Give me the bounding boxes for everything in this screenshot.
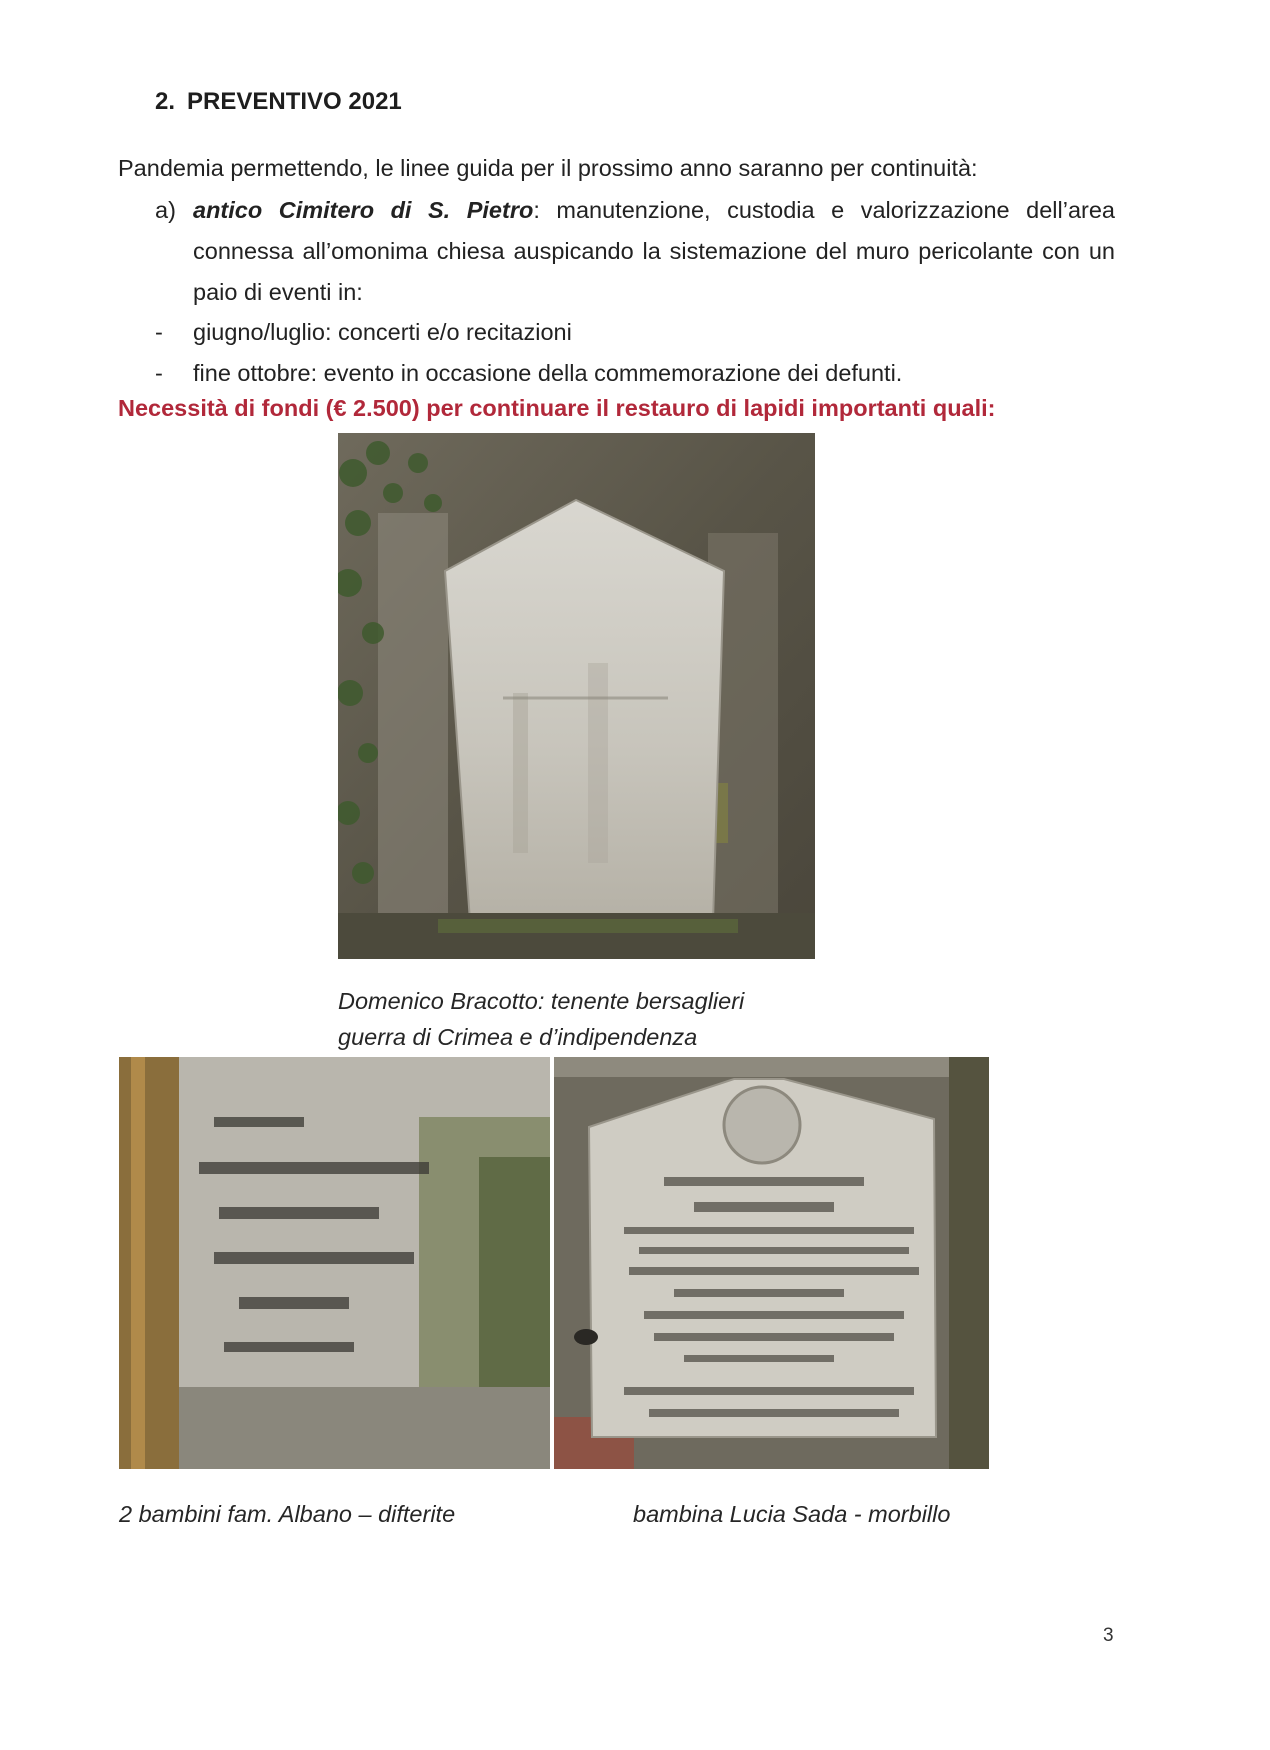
dash-marker: - [155,360,163,386]
section-title: PREVENTIVO 2021 [187,88,402,115]
caption-albano: 2 bambini fam. Albano – difterite [119,1501,456,1527]
event-item [155,312,1115,353]
intro-paragraph: Pandemia permettendo, le linee guida per il prossimo anno saranno per continuità: [118,155,978,181]
section-heading [155,88,402,116]
list-item-a [155,190,1115,313]
funds-note: Necessità di fondi (€ 2.500) per continuare il restauro di lapidi importanti quali: [118,395,996,421]
caption-bracotto-line1: Domenico Bracotto: tenente bersaglieri [338,988,745,1014]
photo-bracotto-gravestone [338,433,815,959]
list-marker-a: a) [155,197,176,223]
photo-albano-stone [119,1057,550,1469]
lucia-sada-stone-illustration [554,1057,989,1469]
event-text: fine ottobre: evento in occasione della commemorazione dei defunti. [193,360,903,386]
dash-marker: - [155,319,163,345]
photo-lucia-sada-stone [554,1057,989,1469]
section-number: 2. [155,88,176,115]
event-text: giugno/luglio: concerti e/o recitazioni [193,319,572,345]
gravestone-illustration [338,433,815,959]
caption-bracotto-line2: guerra di Crimea e d’indipendenza [338,1024,698,1050]
page-number: 3 [1103,1625,1114,1646]
list-item-a-body [193,190,1115,313]
cemetery-name: antico Cimitero di S. Pietro [193,197,534,223]
event-item [155,353,1115,394]
list-item-a-text: : manutenzione, custodia e valorizzazione dell’area connessa all’omonima chiesa auspicando la sistemazione del muro pericolante con un paio di eventi in: [193,197,1115,305]
caption-lucia-sada: bambina Lucia Sada - morbillo [633,1501,951,1527]
albano-stone-illustration [119,1057,550,1469]
